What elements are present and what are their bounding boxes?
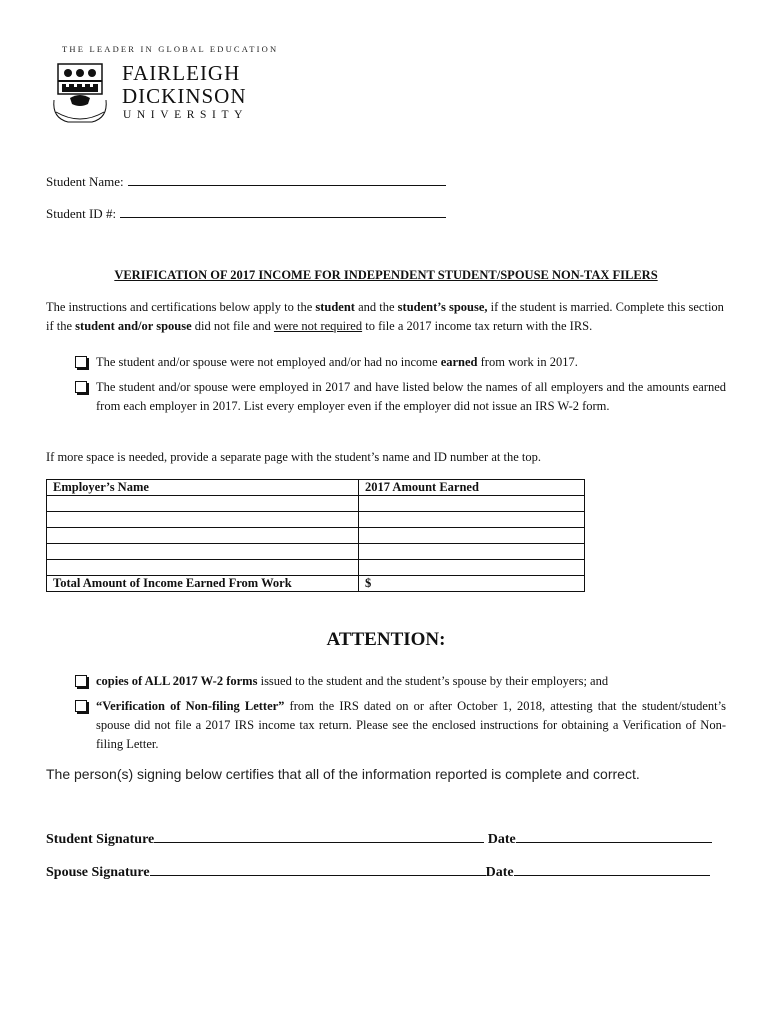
attention-heading: ATTENTION:: [326, 629, 446, 650]
option-not-employed: The student and/or spouse were not employed and/or had no income earned from work in 2017.: [72, 353, 726, 372]
table-total-row: [47, 576, 585, 592]
student-signature-label: Student Signature: [46, 832, 155, 847]
employer-name-cell[interactable]: [47, 496, 359, 512]
student-signature-row: [46, 828, 712, 848]
university-crest-logo: [48, 62, 112, 128]
spouse-signature-line[interactable]: [150, 861, 486, 876]
amount-cell[interactable]: [359, 496, 585, 512]
form-title: VERIFICATION OF 2017 INCOME FOR INDEPENDENT STUDENT/SPOUSE NON-TAX FILERS: [114, 268, 658, 282]
attention-item-w2: copies of ALL 2017 W-2 forms issued to the student and the student’s spouse by their employers; and: [72, 672, 726, 691]
table-header-row: [47, 480, 585, 496]
employer-name-cell[interactable]: [47, 528, 359, 544]
student-name-blank[interactable]: [128, 173, 446, 186]
table-row: [47, 560, 585, 576]
spouse-signature-row: [46, 861, 710, 881]
student-id-field[interactable]: [46, 205, 446, 222]
employer-name-cell[interactable]: [47, 560, 359, 576]
attention-item-nonfiling: “Verification of Non-filing Letter” from the IRS dated on or after October 1, 2018, attesting that the student/student’s spouse did not file a 2017 IRS income tax return. Please see the enclosed instructions for obtaining a Verification of Non-filing Letter.: [72, 697, 726, 754]
table-row: [47, 544, 585, 560]
amount-cell[interactable]: [359, 512, 585, 528]
employer-table: [46, 479, 585, 592]
student-id-label: Student ID #:: [46, 206, 117, 221]
amount-cell[interactable]: [359, 560, 585, 576]
checkbox-w2-copies[interactable]: [75, 675, 87, 687]
student-date-line[interactable]: [516, 828, 712, 843]
amount-cell[interactable]: [359, 528, 585, 544]
checkbox-employed[interactable]: [75, 381, 87, 393]
spouse-date-line[interactable]: [514, 861, 710, 876]
student-id-blank[interactable]: [120, 205, 446, 218]
student-date-label: Date: [487, 832, 516, 847]
university-tagline: THE LEADER IN GLOBAL EDUCATION: [62, 44, 279, 54]
student-name-field[interactable]: [46, 173, 446, 190]
employer-name-cell[interactable]: [47, 512, 359, 528]
column-header-employer: Employer’s Name: [47, 480, 359, 496]
more-space-note: If more space is needed, provide a separate page with the student’s name and ID number at the top.: [46, 450, 541, 464]
option-employed: The student and/or spouse were employed in 2017 and have listed below the names of all employers and the amounts earned from each employer in 2017. List every employer even if the employer did not issue an IRS W-2 form.: [72, 378, 726, 416]
certification-statement: The person(s) signing below certifies that all of the information reported is complete and correct.: [46, 766, 640, 782]
column-header-amount: 2017 Amount Earned: [359, 480, 585, 496]
table-row: [47, 512, 585, 528]
spouse-signature-label: Spouse Signature: [46, 865, 150, 880]
brand-name-line3: UNIVERSITY: [123, 109, 248, 121]
amount-cell[interactable]: [359, 544, 585, 560]
table-row: [47, 528, 585, 544]
total-label: Total Amount of Income Earned From Work: [47, 576, 359, 592]
student-name-label: Student Name:: [46, 174, 124, 189]
spouse-date-label: Date: [485, 865, 514, 880]
total-amount-cell[interactable]: $: [359, 576, 585, 592]
student-signature-line[interactable]: [154, 828, 484, 843]
checkbox-nonfiling-letter[interactable]: [75, 700, 87, 712]
instructions-paragraph: The instructions and certifications below apply to the student and the student’s spouse, if the student is married. Complete this section if the student and/or spouse did not file and were not required to file a 2017 income tax return with the IRS.: [46, 300, 724, 333]
table-row: [47, 496, 585, 512]
brand-name-line1: FAIRLEIGH: [122, 61, 241, 85]
brand-name-line2: DICKINSON: [122, 84, 247, 108]
checkbox-not-employed[interactable]: [75, 356, 87, 368]
employer-name-cell[interactable]: [47, 544, 359, 560]
